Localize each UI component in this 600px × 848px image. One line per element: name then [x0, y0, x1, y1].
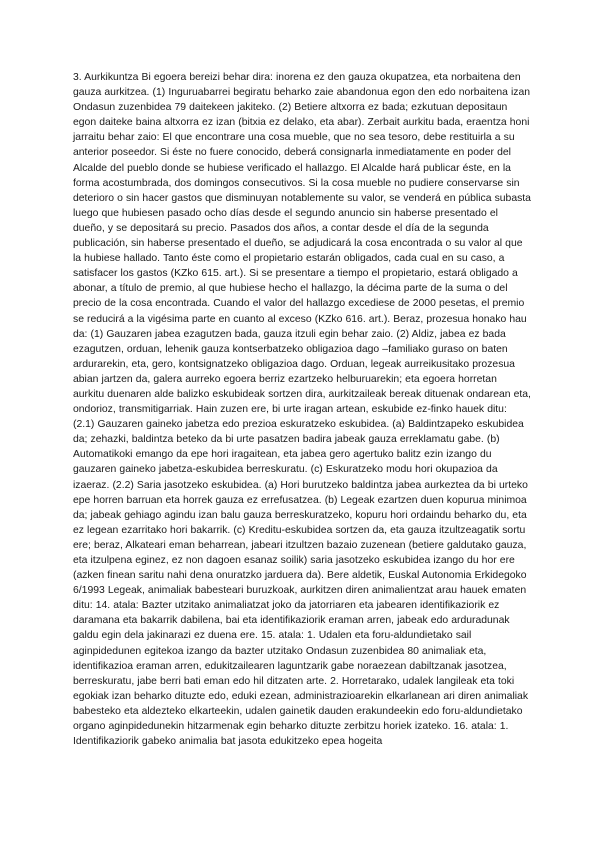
- body-text: 3. Aurkikuntza Bi egoera bereizi behar dira: inorena ez den gauza okupatzea, eta norbaitena den gauza aurkitzea. (1) Inguruabarrei begiratu beharko zaie abandonua egon den edo norbaitena izan Ondasun zuzenbidea 79 daitekeen jakiteko. (2) Betiere altxorra ez bada; ezkutuan depositaun egon daiteke baina altxorra ez izan (bitxia ez delako, eta abar). Zerbait aurkitu bada, eraentza honi jarraitu behar zaio: El que encontrare una cosa mueble, que no sea tesoro, debe restituirla a su anterior poseedor. Si éste no fuere conocido, deberá consignarla inmediatamente en poder del Alcalde del pueblo donde se hubiese verificado el hallazgo. El Alcalde hará publicar éste, en la forma acostumbrada, dos domingos consecutivos. Si la cosa mueble no pudiere conservarse sin deterioro o sin hacer gastos que disminuyan notablemente su valor, se venderá en pública subasta luego que hubiesen pasado ocho días desde el segundo anuncio sin haberse presentado el dueño, y se depositará su precio. Pasados dos años, a contar desde el día de la segunda publicación, sin haberse presentado el dueño, se adjudicará la cosa encontrada o su valor al que la hubiese hallado. Tanto éste como el propietario estarán obligados, cada cual en su caso, a satisfacer los gastos (KZko 615. art.). Si se presentare a tiempo el propietario, estará obligado a abonar, a título de premio, al que hubiese hecho el hallazgo, la décima parte de la suma o del precio de la cosa encontrada. Cuando el valor del hallazgo excediese de 2000 pesetas, el premio se reducirá a la vigésima parte en cuanto al exceso (KZko 616. art.). Beraz, prozesua honako hau da: (1) Gauzaren jabea ezagutzen bada, gauza itzuli egin behar zaio. (2) Aldiz, jabea ez bada ezagutzen, orduan, lehenik gauza kontserbatzeko obligazioa dago –familiako guraso on baten ardurarekin, eta, gero, kontsignatzeko obligazioa dago. Orduan, legeak aurreikusitako prozesua abian jartzen da, galera aurreko egoera berriz ezartzeko helburuarekin; eta egoera horretan aurkitu duenaren alde balizko eskubideak sortzen dira, aurkitzaileak bereak dituenak ondarean eta, ondorioz, transmitigarriak. Hain zuzen ere, bi urte iragan artean, eskubide ez-finko hauek ditu: (2.1) Gauzaren gaineko jabetza edo prezioa eskuratzeko eskubidea. (a) Baldintzapeko eskubidea da; zehazki, baldintza beteko da bi urte pasatzen badira jabeak gauza erreklamatu gabe. (b) Automatikoki emango da epe hori iragaitean, eta jabea gero agertuko balitz ezin izango du gauzaren gaineko jabetza-eskubidea berreskuratu. (c) Eskuratzeko modu hori okupazioa da izaeraz. (2.2) Saria jasotzeko eskubidea. (a) Hori burutzeko baldintza jabea aurkeztea da bi urteko epe horren barruan eta horrek gauza ez errefusatzea. (b) Legeak ezartzen duen kopurua minimoa da; jabeak gehiago agindu izan balu gauza berreskuratzeko, kopuru hori ordaindu beharko du, eta ez legean ezarritako hori bakarrik. (c) Kreditu-eskubidea sortzen da, eta gauza itzultzeagatik sortu ere; beraz, Alkateari eman beharrean, jabeari itzultzen bazaio zuzenean (betiere galdutako gauza, eta itzulpena eginez, ez non dagoen esanaz soilik) saria jasotzeko eskubidea izango du hor ere (azken finean saritu nahi dena onuratzko jarduera da). Bere aldetik, Euskal Autonomia Erkidegoko 6/1993 Legeak, animaliak babesteari buruzkoak, aurkitzen diren animalientzat arau hauek ematen ditu: 14. atala: Bazter utzitako animaliatzat joko da jatorriaren eta jabearen identifikaziorik ez daramana eta bakarrik dabilena, bai eta identifikaziorik eraman arren, jabeak edo arduradunak galdu egin dela jakinarazi ez duena ere. 15. atala: 1. Udalen eta foru-aldundietako sail aginpidedunen egitekoa izango da bazter utzitako Ondasun zuzenbidea 80 animaliak eta, identifikazioa eraman arren, edukitzailearen laguntzarik gabe noraezean dabiltzanak jasotzea, berreskuratu, jabe berri bati eman edo hil ditzaten arte. 2. Horretarako, udalek langileak eta toki egokiak izan beharko dituzte edo, eduki ezean, administrazioarekin elkarlanean ari diren animaliak babesteko eta aldezteko elkarteekin, udalen gainetik dauden erakundeekin edo foru-aldundietako organo aginpidedunekin hitzarmenak egin beharko dituzte zerbitzu horiek izateko. 16. atala: 1. Identifikaziorik gabeko animalia bat jasota edukitzeko epea hogeita: [73, 72, 531, 748]
